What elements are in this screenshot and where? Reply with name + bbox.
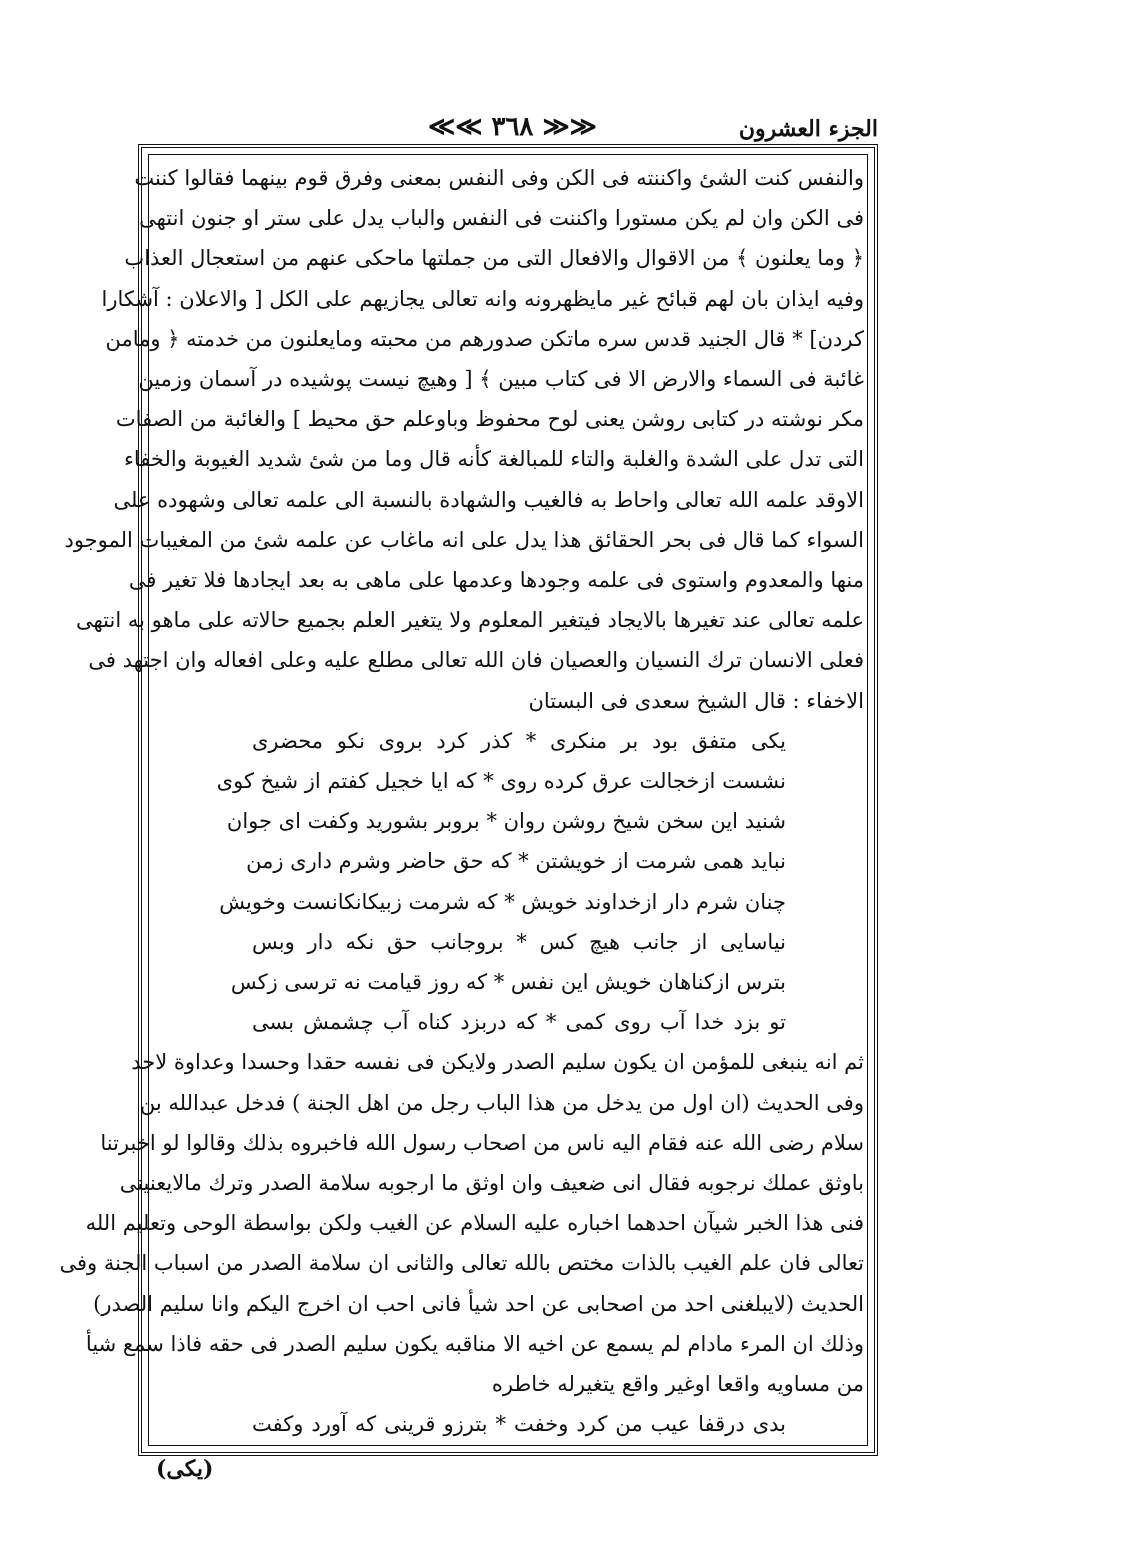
body-line: الاوقد علمه الله تعالى واحاط به فالغيب والشهادة بالنسبة الى علمه تعالى وشهوده على (113, 487, 864, 512)
body-line: وفى الحديث (ان اول من يدخل من هذا الباب رجل من اهل الجنة ) فدخل عبدالله بن (139, 1090, 864, 1115)
body-line: الاخفاء : قال الشيخ سعدى فى البستان (528, 688, 864, 713)
verse-line: تو بزد خدا آب روى كمى * كه دربزد كناه آب چشمش بسى (252, 1010, 786, 1035)
verse-line: چنان شرم دار ازخداوند خويش * كه شرمت زبيكانكانست وخويش (219, 889, 786, 914)
page-number-value: ٣٦٨ (491, 112, 534, 142)
closing-verse-block (152, 1404, 864, 1444)
verse-line: نشست ازخجالت عرق كرده روى * كه ايا خجيل كفتم از شيخ كوى (216, 769, 786, 794)
body-line: وذلك ان المرء مادام لم يسمع عن اخيه الا مناقبه يكون سليم الصدر فى حقه فاذا سمع شيأ (85, 1331, 864, 1356)
ornament-left: ≪≪ (428, 112, 492, 142)
running-head (138, 112, 878, 148)
body-line: كردن] * قال الجنيد قدس سره ماتكن صدورهم من محبته ومايعلنون من خدمته ﴿ ومامن (105, 326, 864, 351)
text-frame (59, 144, 878, 1456)
verse-line: شنيد اين سخن شيخ روشن روان * بروبر بشوريد وكفت اى جوان (226, 809, 786, 834)
body-line: وفيه ايذان بان لهم قبائح غير مايظهرونه وانه تعالى يجازيهم على الكل [ والاعلان : آشكارا (101, 286, 864, 311)
body-line: مكر نوشته در كتابى روشن يعنى لوح محفوظ وباوعلم حق محيط ] والغائبة من الصفات (115, 407, 864, 432)
body-line: فى الكن وان لم يكن مستورا واكننت فى النفس والباب يدل على ستر او جنون انتهى (139, 206, 864, 231)
body-line: غائبة فى السماء والارض الا فى كتاب مبين ﴾ [ وهيچ نيست پوشيده در آسمان وزمين (138, 367, 864, 392)
body-line: باوثق عملك نرجوبه فقال انى ضعيف وان اوثق ما ارجوبه سلامة الصدر وترك مالايعنينى (119, 1171, 864, 1196)
body-line: السواء كما قال فى بحر الحقائق هذا يدل على انه ماغاب عن علمه شئ من المغيبات الموجود (64, 527, 864, 552)
page-number (428, 112, 597, 142)
verse-line: بترس ازكناهان خويش اين نفس * كه روز قيامت نه ترسى زكس (230, 970, 786, 995)
page-body (59, 158, 864, 1442)
body-line: فعلى الانسان ترك النسيان والعصيان فان الله تعالى مطلع عليه وعلى افعاله وان اجتهد فى (88, 648, 864, 673)
body-line: التى تدل على الشدة والغلبة والتاء للمبالغة كأنه قال وما من شئ شديد الغيوبة والخفاء (124, 447, 864, 472)
verse-line: نياسايى از جانب هيچ كس * بروجانب حق نكه دار وبس (252, 929, 786, 954)
poem-block (152, 721, 864, 1043)
body-line: ﴿ وما يعلنون ﴾ من الاقوال والافعال التى من جملتها ماحكى عنهم من استعجال العذاب (124, 246, 864, 271)
body-line: من مساويه واقعا اوغير واقع يتغيرله خاطره (491, 1372, 864, 1397)
body-line: تعالى فان علم الغيب بالذات مختص بالله تعالى والثانى ان سلامة الصدر من اسباب الجنة وفى (59, 1251, 864, 1276)
body-line: فنى هذا الخبر شيآن احدهما اخباره عليه السلام عن الغيب ولكن بواسطة الوحى وتعليم الله (85, 1211, 864, 1236)
verse-line: بدى درقفا عيب من كرد وخفت * بترزو قرينى كه آورد وكفت (252, 1412, 786, 1437)
body-line: الحديث (لايبلغنى احد من اصحابى عن احد شيأ فانى احب ان اخرج اليكم وانا سليم الصدر) (93, 1291, 864, 1316)
body-line: ثم انه ينبغى للمؤمن ان يكون سليم الصدر ولايكن فى نفسه حقدا وحسدا وعداوة لاحد (131, 1050, 864, 1075)
verse-line: نبايد همى شرمت از خويشتن * كه حق حاضر وشرم دارى زمن (246, 849, 786, 874)
body-line: علمه تعالى عند تغيرها بالايجاد فيتغير المعلوم ولا يتغير العلم بجميع حالاته على ماهو به انتهى (75, 608, 864, 633)
ornament-right: ≫≫ (533, 112, 597, 142)
body-line: منها والمعدوم واستوى فى علمه وجودها وعدمها على ماهى به بعد ايجادها فلا تغير فى (128, 568, 864, 593)
part-title: الجزء العشرون (738, 116, 878, 142)
body-line: سلام رضى الله عنه فقام اليه ناس من اصحاب رسول الله فاخبروه بذلك وقالوا لو اخبرتنا (100, 1130, 864, 1155)
body-line: والنفس كنت الشئ واكننته فى الكن وفى النفس بمعنى وفرق قوم بينهما فقالوا كننت (134, 166, 864, 190)
verse-line: يكى متفق بود بر منكرى * كذر كرد بروى نكو محضرى (252, 728, 786, 753)
catchword: (يكى) (156, 1456, 214, 1482)
